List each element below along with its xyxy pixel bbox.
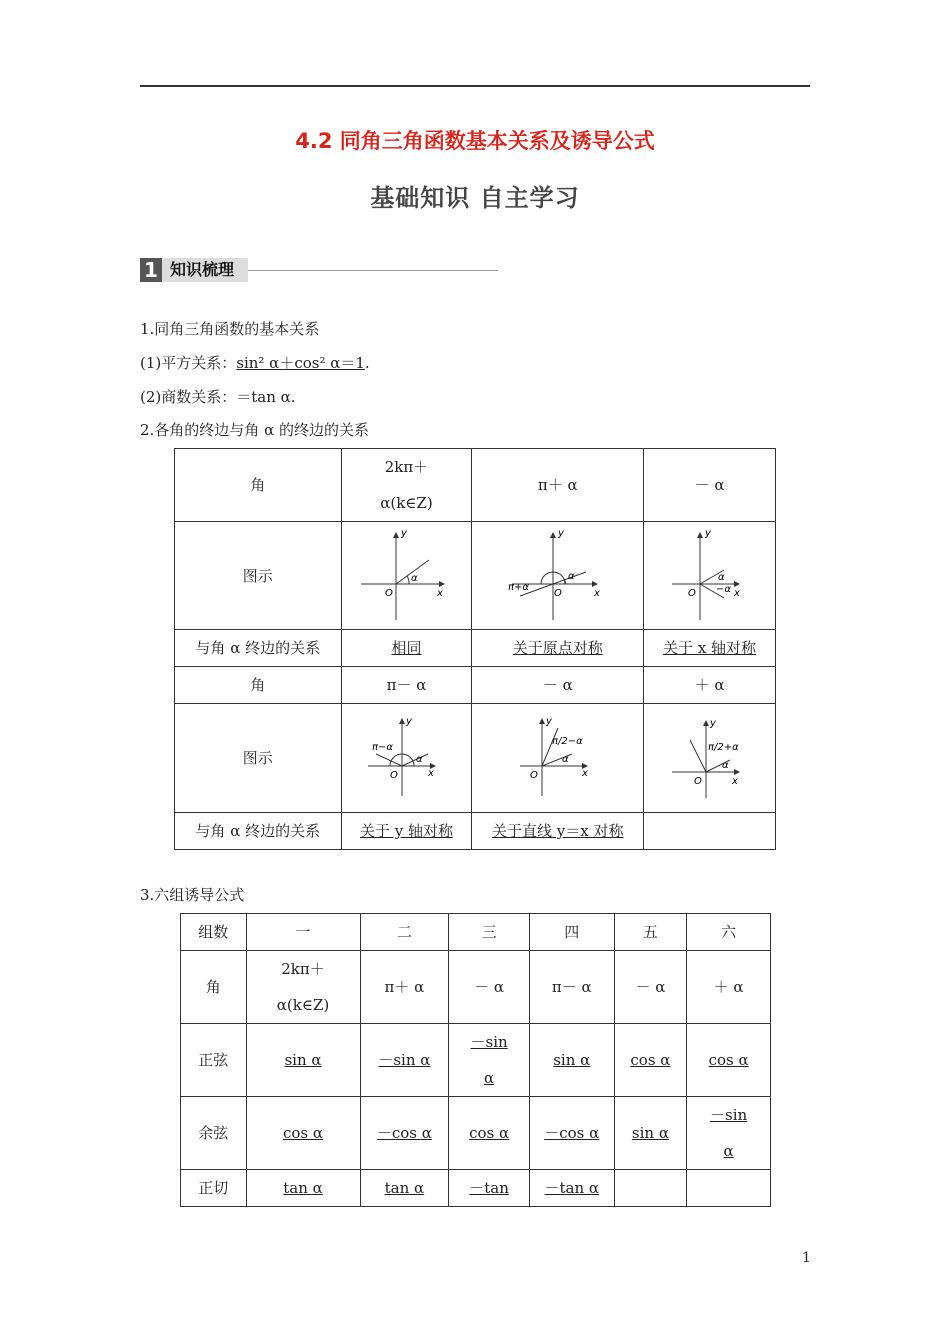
page-title: 4.2 同角三角函数基本关系及诱导公式 bbox=[295, 129, 655, 153]
relation-same: 相同 bbox=[341, 630, 472, 667]
point-1: 1.同角三角函数的基本关系 bbox=[140, 320, 320, 338]
cos-cell bbox=[687, 1097, 771, 1170]
relation-x-axis: 关于 x 轴对称 bbox=[644, 630, 776, 667]
table-row bbox=[181, 951, 771, 1024]
angle-cell: π＋ α bbox=[472, 449, 644, 522]
angle-cell: π＋ α bbox=[360, 951, 449, 1024]
cos-value: －cos α bbox=[376, 1124, 432, 1142]
cos-value: cos α bbox=[469, 1124, 510, 1142]
cos-value: －sin bbox=[710, 1106, 748, 1124]
tan-value: －tan bbox=[469, 1179, 509, 1197]
relation-line-yx: 关于直线 y＝x 对称 bbox=[472, 813, 644, 850]
y-axis-label: y bbox=[545, 716, 552, 727]
angle-cell: － α bbox=[449, 951, 530, 1024]
alpha-label: α bbox=[721, 760, 729, 771]
row-label: 正弦 bbox=[181, 1024, 247, 1097]
relation-y-axis: 关于 y 轴对称 bbox=[341, 813, 472, 850]
section-number: 1 bbox=[140, 258, 162, 282]
sin-cell bbox=[449, 1024, 530, 1097]
sin-cell bbox=[246, 1024, 360, 1097]
angle-cell: － α bbox=[614, 951, 687, 1024]
sin-value: α bbox=[484, 1069, 495, 1087]
row-label: 余弦 bbox=[181, 1097, 247, 1170]
point-1-2: (2)商数关系：＝tan α. bbox=[140, 388, 296, 406]
graph-label: 图示 bbox=[175, 522, 342, 630]
angle-cell bbox=[341, 449, 472, 522]
relation-origin: 关于原点对称 bbox=[472, 630, 644, 667]
table-row bbox=[175, 522, 776, 630]
angle-cell: － α bbox=[472, 667, 644, 704]
angle-cell: ＋ α bbox=[687, 951, 771, 1024]
origin-label: O bbox=[529, 770, 538, 781]
tan-cell bbox=[614, 1170, 687, 1207]
angle-text: 2kπ＋ bbox=[281, 960, 325, 978]
table-row bbox=[175, 704, 776, 813]
cos-cell bbox=[246, 1097, 360, 1170]
neg-alpha-label: −α bbox=[715, 583, 731, 595]
cos-value: cos α bbox=[283, 1124, 324, 1142]
sin-value: cos α bbox=[630, 1051, 671, 1069]
alpha-label: α bbox=[561, 754, 569, 765]
header-cell: 四 bbox=[529, 914, 614, 951]
table-row bbox=[181, 1097, 771, 1170]
table-row bbox=[175, 449, 776, 522]
graph-line-symmetric bbox=[472, 704, 644, 813]
section-label: 知识梳理 bbox=[162, 258, 248, 282]
alpha-label: α bbox=[567, 570, 575, 582]
sin-value: sin α bbox=[284, 1051, 322, 1069]
tan-value: tan α bbox=[283, 1179, 323, 1197]
relation-label: 与角 α 终边的关系 bbox=[175, 630, 342, 667]
page-number: 1 bbox=[802, 1250, 811, 1266]
sin-value: －sin bbox=[470, 1033, 508, 1051]
header-cell: 三 bbox=[449, 914, 530, 951]
tan-cell bbox=[246, 1170, 360, 1207]
point-1-1 bbox=[140, 352, 370, 373]
header-cell: 组数 bbox=[181, 914, 247, 951]
angle-cell: － α bbox=[644, 449, 776, 522]
angle-cell bbox=[246, 951, 360, 1024]
point-1-1-prefix: (1)平方关系： bbox=[140, 354, 237, 372]
cos-value: α bbox=[723, 1142, 734, 1160]
sin-cell bbox=[360, 1024, 449, 1097]
graph-y-symmetric bbox=[341, 704, 472, 813]
section-divider bbox=[248, 270, 498, 271]
angle-text: α(k∈Z) bbox=[276, 996, 330, 1014]
sin-cell bbox=[687, 1024, 771, 1097]
sin-value: sin α bbox=[553, 1051, 591, 1069]
cos-value: －cos α bbox=[544, 1124, 600, 1142]
origin-label: O bbox=[553, 587, 562, 599]
sin-value: cos α bbox=[708, 1051, 749, 1069]
y-axis-label: y bbox=[709, 718, 716, 729]
table-row bbox=[181, 1170, 771, 1207]
angle-text: α(k∈Z) bbox=[380, 494, 433, 512]
graph-half-pi-plus bbox=[644, 704, 776, 813]
table-row bbox=[175, 813, 776, 850]
point-2: 2.各角的终边与角 α 的终边的关系 bbox=[140, 421, 369, 439]
x-axis-label: x bbox=[437, 587, 444, 599]
alpha-label: α bbox=[411, 572, 419, 584]
graph-x-symmetric bbox=[644, 522, 776, 630]
header-cell: 二 bbox=[360, 914, 449, 951]
header-cell: 六 bbox=[687, 914, 771, 951]
point-3: 3.六组诱导公式 bbox=[140, 886, 245, 904]
point-1-1-end: . bbox=[364, 354, 370, 372]
x-axis-label: x bbox=[581, 768, 588, 779]
section-badge bbox=[140, 258, 498, 282]
x-axis-label: x bbox=[593, 587, 600, 599]
tan-cell bbox=[360, 1170, 449, 1207]
y-axis-label: y bbox=[704, 527, 711, 539]
alpha-label: α bbox=[717, 571, 725, 583]
origin-label: O bbox=[390, 770, 399, 781]
graph-y-axis-figure bbox=[366, 716, 446, 800]
square-relation-formula: sin² α＋cos² α＝1 bbox=[236, 354, 365, 372]
table-row bbox=[181, 1024, 771, 1097]
y-axis-label: y bbox=[557, 527, 564, 539]
origin-label: O bbox=[385, 587, 394, 599]
row-label: 角 bbox=[181, 951, 247, 1024]
half-pi-minus-alpha-label: π/2−α bbox=[551, 736, 583, 747]
terminal-side-table bbox=[174, 448, 776, 850]
x-axis-label: x bbox=[731, 776, 738, 787]
y-axis-label: y bbox=[401, 527, 408, 539]
cos-value: sin α bbox=[631, 1124, 669, 1142]
angle-cell: π－ α bbox=[341, 667, 472, 704]
tan-value: －tan α bbox=[544, 1179, 600, 1197]
angle-text: 2kπ＋ bbox=[384, 458, 429, 476]
table-row bbox=[175, 667, 776, 704]
pi-minus-alpha-label: π−α bbox=[372, 742, 394, 753]
page-subtitle: 基础知识 自主学习 bbox=[370, 184, 580, 212]
header-cell: 一 bbox=[246, 914, 360, 951]
cos-cell bbox=[449, 1097, 530, 1170]
cos-cell bbox=[360, 1097, 449, 1170]
x-axis-label: x bbox=[428, 768, 435, 779]
row-label: 正切 bbox=[181, 1170, 247, 1207]
angle-label: 角 bbox=[175, 667, 342, 704]
graph-label: 图示 bbox=[175, 704, 342, 813]
sin-cell bbox=[614, 1024, 687, 1097]
top-rule bbox=[140, 85, 810, 87]
y-axis-label: y bbox=[406, 716, 413, 727]
tan-value: tan α bbox=[384, 1179, 425, 1197]
angle-cell: π－ α bbox=[529, 951, 614, 1024]
sin-cell bbox=[529, 1024, 614, 1097]
tan-cell bbox=[529, 1170, 614, 1207]
alpha-label: α bbox=[416, 754, 424, 765]
relation-label: 与角 α 终边的关系 bbox=[175, 813, 342, 850]
graph-same bbox=[341, 522, 472, 630]
origin-label: O bbox=[693, 776, 702, 787]
table-row bbox=[181, 914, 771, 951]
graph-half-pi-plus-figure bbox=[670, 716, 750, 800]
angle-label: 角 bbox=[175, 449, 342, 522]
graph-same-figure bbox=[361, 528, 451, 624]
graph-origin-figure bbox=[508, 528, 608, 624]
cos-cell bbox=[614, 1097, 687, 1170]
table-row bbox=[175, 630, 776, 667]
angle-cell: ＋ α bbox=[644, 667, 776, 704]
graph-x-axis-figure bbox=[670, 528, 750, 624]
sin-value: －sin α bbox=[378, 1051, 431, 1069]
graph-origin-symmetric bbox=[472, 522, 644, 630]
tan-cell bbox=[449, 1170, 530, 1207]
x-axis-label: x bbox=[733, 587, 740, 599]
origin-label: O bbox=[687, 587, 696, 599]
induction-formula-table bbox=[180, 913, 771, 1207]
pi-plus-alpha-label: π+α bbox=[507, 581, 529, 593]
graph-line-yx-figure bbox=[518, 716, 598, 800]
relation-empty bbox=[644, 813, 776, 850]
cos-cell bbox=[529, 1097, 614, 1170]
header-cell: 五 bbox=[614, 914, 687, 951]
tan-cell bbox=[687, 1170, 771, 1207]
half-pi-plus-alpha-label: π/2+α bbox=[707, 742, 739, 753]
